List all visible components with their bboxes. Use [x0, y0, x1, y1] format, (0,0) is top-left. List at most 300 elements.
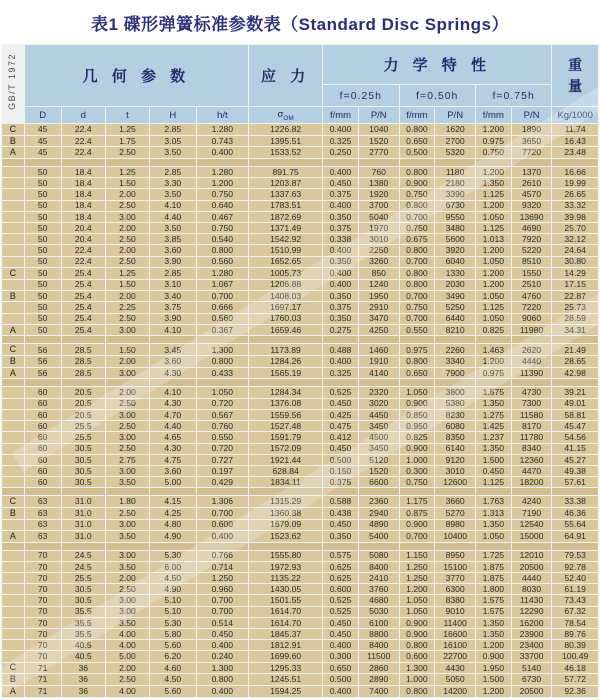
data-cell: 49.38	[552, 465, 599, 476]
data-cell: 2.00	[105, 662, 149, 674]
data-cell: 1370	[511, 167, 552, 178]
grade-cell	[2, 245, 25, 256]
data-cell: 0.367	[196, 324, 249, 336]
data-cell: 1659.46	[249, 324, 323, 336]
table-row	[2, 189, 599, 200]
data-cell: 1.175	[399, 496, 435, 508]
data-cell: 0.875	[399, 507, 435, 519]
data-cell: 0.325	[323, 135, 359, 147]
data-cell: 24.5	[61, 550, 105, 561]
data-cell: 45	[24, 135, 61, 147]
data-cell: 0.800	[399, 640, 435, 651]
data-cell: 7400	[358, 685, 399, 697]
data-cell: 1.575	[475, 606, 511, 617]
data-cell: 0.800	[399, 279, 435, 290]
data-cell: 3.50	[105, 561, 149, 572]
data-cell: 1.350	[475, 519, 511, 530]
grade-cell	[2, 454, 25, 465]
data-cell: 22.4	[61, 147, 105, 159]
data-cell: 4450	[358, 409, 399, 420]
data-cell: 5.60	[150, 685, 197, 697]
data-cell: 31.0	[61, 530, 105, 542]
data-cell: 7190	[511, 507, 552, 519]
data-cell: 1550	[511, 267, 552, 279]
spacer-cell	[2, 336, 25, 344]
grade-cell	[2, 640, 25, 651]
data-cell: 40.5	[61, 651, 105, 662]
data-cell: 5.10	[150, 595, 197, 606]
data-cell: 1315.29	[249, 496, 323, 508]
data-cell: 18.4	[61, 200, 105, 211]
data-cell: 0.514	[196, 617, 249, 628]
data-cell: 56	[24, 356, 61, 368]
spacer-cell	[150, 542, 197, 550]
data-cell: 30.5	[61, 595, 105, 606]
data-cell: 0.700	[196, 290, 249, 302]
spacer-cell	[2, 542, 25, 550]
grade-cell: B	[2, 135, 25, 147]
data-cell: 28.5	[61, 356, 105, 368]
data-cell: 1430.05	[249, 584, 323, 595]
data-cell: 3450	[358, 443, 399, 454]
data-cell: 11580	[511, 409, 552, 420]
data-cell: 1460	[358, 344, 399, 356]
data-cell: 3020	[358, 398, 399, 409]
data-cell: 4690	[511, 223, 552, 234]
data-cell: 9010	[435, 606, 476, 617]
data-cell: 0.800	[196, 674, 249, 686]
data-cell: 1.500	[475, 674, 511, 686]
col-header-P1: P/N	[358, 107, 399, 124]
data-cell: 70	[24, 628, 61, 639]
data-cell: 8350	[435, 432, 476, 443]
data-cell: 5.00	[150, 477, 197, 488]
grade-cell	[2, 617, 25, 628]
data-cell: 2250	[358, 245, 399, 256]
data-cell: 60	[24, 454, 61, 465]
data-cell: 1555.80	[249, 550, 323, 561]
data-cell: 2410	[358, 572, 399, 583]
data-cell: 30.5	[61, 454, 105, 465]
spacer-cell	[323, 336, 359, 344]
data-cell: 3.00	[105, 367, 149, 379]
data-cell: 1.200	[399, 584, 435, 595]
data-cell: 1135.22	[249, 572, 323, 583]
table-row	[2, 640, 599, 651]
data-cell: 4730	[511, 387, 552, 398]
data-cell: 1.950	[475, 662, 511, 674]
data-cell: 3.00	[105, 324, 149, 336]
data-cell: 3.00	[105, 465, 149, 476]
data-cell: 0.375	[323, 189, 359, 200]
table-row	[2, 584, 599, 595]
data-cell: 1.050	[475, 530, 511, 542]
data-cell: 42.98	[552, 367, 599, 379]
spacer-cell	[24, 542, 61, 550]
data-cell: 1.463	[475, 344, 511, 356]
grade-cell: A	[2, 367, 25, 379]
header-deflection-025: f=0.25h	[323, 85, 399, 107]
data-cell: 0.700	[196, 507, 249, 519]
data-cell: 32.12	[552, 234, 599, 245]
data-cell: 0.650	[323, 662, 359, 674]
grade-cell: A	[2, 530, 25, 542]
data-cell: 6730	[435, 200, 476, 211]
spacer-cell	[61, 379, 105, 387]
data-cell: 63	[24, 519, 61, 530]
data-cell: 0.760	[196, 421, 249, 432]
data-cell: 14200	[435, 685, 476, 697]
data-cell: 1.250	[196, 572, 249, 583]
data-cell: 3.50	[105, 477, 149, 488]
col-header-f2: f/mm	[399, 107, 435, 124]
data-cell: 1510.99	[249, 245, 323, 256]
data-cell: 61.19	[552, 584, 599, 595]
spacer-cell	[511, 542, 552, 550]
spacer-row	[2, 542, 599, 550]
data-cell: 1834.11	[249, 477, 323, 488]
data-cell: 0.550	[399, 324, 435, 336]
table-row	[2, 454, 599, 465]
data-cell: 6.20	[150, 651, 197, 662]
spacer-cell	[552, 336, 599, 344]
data-cell: 2620	[511, 344, 552, 356]
col-header-D: D	[24, 107, 61, 124]
data-cell: 1.875	[475, 572, 511, 583]
table-row	[2, 256, 599, 267]
data-cell: 1.80	[105, 496, 149, 508]
spacer-cell	[249, 488, 323, 496]
data-cell: 2890	[358, 674, 399, 686]
data-cell: 0.800	[399, 167, 435, 178]
data-cell: 1.50	[105, 344, 149, 356]
data-cell: 67.32	[552, 606, 599, 617]
data-cell: 35.5	[61, 628, 105, 639]
data-cell: 70	[24, 550, 61, 561]
data-cell: 1620	[435, 124, 476, 136]
spacer-cell	[435, 542, 476, 550]
data-cell: 3340	[435, 356, 476, 368]
data-cell: 1.50	[105, 279, 149, 290]
spacer-cell	[475, 542, 511, 550]
data-cell: 0.450	[323, 519, 359, 530]
data-cell: 0.400	[323, 356, 359, 368]
data-cell: 71	[24, 685, 61, 697]
data-cell: 2360	[358, 496, 399, 508]
spacer-cell	[399, 336, 435, 344]
data-cell: 2.75	[105, 454, 149, 465]
spacer-cell	[105, 488, 149, 496]
data-cell: 1245.51	[249, 674, 323, 686]
col-header-H: H	[150, 107, 197, 124]
data-cell: 1.25	[105, 267, 149, 279]
grade-cell	[2, 189, 25, 200]
data-cell: 9550	[435, 211, 476, 222]
spacer-cell	[358, 159, 399, 167]
data-cell: 80.39	[552, 640, 599, 651]
data-cell: 1921.44	[249, 454, 323, 465]
data-cell: 1.050	[475, 256, 511, 267]
data-cell: 8510	[511, 256, 552, 267]
data-cell: 28.5	[61, 344, 105, 356]
grade-cell	[2, 584, 25, 595]
spacer-cell	[196, 379, 249, 387]
table-row	[2, 234, 599, 245]
data-cell: 1.200	[475, 267, 511, 279]
spacer-cell	[552, 542, 599, 550]
disc-spring-table	[1, 44, 599, 698]
data-cell: 1520	[358, 465, 399, 476]
table-row	[2, 124, 599, 136]
data-cell: 30.80	[552, 256, 599, 267]
data-cell: 3760	[358, 584, 399, 595]
data-cell: 1.500	[475, 454, 511, 465]
data-cell: 0.975	[399, 344, 435, 356]
data-cell: 50	[24, 302, 61, 313]
data-cell: 1.125	[475, 477, 511, 488]
data-cell: 0.850	[399, 409, 435, 420]
grade-cell	[2, 313, 25, 324]
spacer-cell	[435, 379, 476, 387]
data-cell: 1.350	[475, 178, 511, 189]
spacer-cell	[399, 159, 435, 167]
data-cell: 4250	[358, 324, 399, 336]
data-cell: 1614.70	[249, 606, 323, 617]
data-cell: 4240	[511, 496, 552, 508]
spacer-cell	[249, 336, 323, 344]
data-cell: 63	[24, 530, 61, 542]
data-cell: 2.25	[105, 302, 149, 313]
spacer-cell	[358, 379, 399, 387]
grade-cell	[2, 256, 25, 267]
data-cell: 2.00	[105, 290, 149, 302]
data-cell: 15000	[511, 530, 552, 542]
data-cell: 39.98	[552, 211, 599, 222]
data-cell: 55.64	[552, 519, 599, 530]
table-row	[2, 674, 599, 686]
data-cell: 4140	[358, 367, 399, 379]
data-cell: 5600	[435, 234, 476, 245]
data-cell: 4.00	[105, 628, 149, 639]
data-cell: 1395.51	[249, 135, 323, 147]
table-row	[2, 530, 599, 542]
data-cell: 3.00	[105, 606, 149, 617]
data-cell: 0.400	[323, 267, 359, 279]
data-cell: 36	[61, 662, 105, 674]
data-cell: 3.60	[150, 356, 197, 368]
data-cell: 1527.48	[249, 421, 323, 432]
grade-cell	[2, 595, 25, 606]
data-cell: 0.825	[475, 324, 511, 336]
table-row	[2, 561, 599, 572]
data-cell: 4.10	[150, 387, 197, 398]
data-cell: 2180	[435, 178, 476, 189]
grade-cell	[2, 398, 25, 409]
data-cell: 0.433	[196, 367, 249, 379]
data-cell: 3.00	[105, 519, 149, 530]
data-cell: 2030	[435, 279, 476, 290]
data-cell: 2.50	[105, 507, 149, 519]
data-cell: 0.400	[323, 685, 359, 697]
data-cell: 0.700	[399, 211, 435, 222]
data-cell: 1872.69	[249, 211, 323, 222]
data-cell: 22.4	[61, 245, 105, 256]
col-header-f1: f/mm	[323, 107, 359, 124]
data-cell: 1542.92	[249, 234, 323, 245]
table-row	[2, 344, 599, 356]
data-cell: 1.200	[196, 178, 249, 189]
data-cell: 5400	[358, 530, 399, 542]
grade-cell	[2, 606, 25, 617]
spacer-cell	[323, 379, 359, 387]
data-cell: 50	[24, 290, 61, 302]
data-cell: 5140	[511, 662, 552, 674]
data-cell: 8980	[435, 519, 476, 530]
data-cell: 20.5	[61, 409, 105, 420]
data-cell: 0.900	[399, 443, 435, 454]
data-cell: 8030	[511, 584, 552, 595]
data-cell: 92.36	[552, 685, 599, 697]
data-cell: 2.50	[105, 313, 149, 324]
data-cell: 1501.55	[249, 595, 323, 606]
data-cell: 1.280	[196, 267, 249, 279]
data-cell: 1.275	[475, 409, 511, 420]
table-row	[2, 211, 599, 222]
data-cell: 70	[24, 561, 61, 572]
data-cell: 19.99	[552, 178, 599, 189]
data-cell: 5030	[358, 606, 399, 617]
data-cell: 79.53	[552, 550, 599, 561]
data-cell: 18.4	[61, 189, 105, 200]
table-row	[2, 507, 599, 519]
grade-cell	[2, 465, 25, 476]
data-cell: 0.400	[196, 640, 249, 651]
data-cell: 1371.49	[249, 223, 323, 234]
data-cell: 5080	[358, 550, 399, 561]
data-cell: 1.300	[196, 662, 249, 674]
table-row	[2, 356, 599, 368]
spacer-cell	[105, 159, 149, 167]
data-cell: 1920	[358, 189, 399, 200]
data-cell: 60	[24, 443, 61, 454]
data-cell: 3.05	[150, 135, 197, 147]
data-cell: 0.600	[323, 584, 359, 595]
data-cell: 1.050	[475, 211, 511, 222]
spacer-cell	[24, 159, 61, 167]
data-cell: 63	[24, 496, 61, 508]
col-header-P2: P/N	[435, 107, 476, 124]
data-cell: 1.237	[475, 432, 511, 443]
data-cell: 0.375	[323, 302, 359, 313]
data-cell: 4.40	[150, 421, 197, 432]
data-cell: 0.625	[323, 572, 359, 583]
data-cell: 0.500	[399, 147, 435, 159]
data-cell: 2940	[358, 507, 399, 519]
data-cell: 50	[24, 211, 61, 222]
spacer-cell	[399, 542, 435, 550]
data-cell: 2.50	[105, 421, 149, 432]
data-cell: 1240	[358, 279, 399, 290]
data-cell: 1.250	[399, 572, 435, 583]
data-cell: 2.00	[105, 387, 149, 398]
data-cell: 0.450	[323, 443, 359, 454]
data-cell: 50	[24, 245, 61, 256]
spacer-cell	[196, 542, 249, 550]
data-cell: 1173.89	[249, 344, 323, 356]
data-cell: 60	[24, 465, 61, 476]
data-cell: 11390	[511, 367, 552, 379]
table-row	[2, 432, 599, 443]
data-cell: 0.900	[399, 519, 435, 530]
spacer-cell	[358, 336, 399, 344]
spacer-cell	[150, 336, 197, 344]
data-cell: 5.10	[150, 606, 197, 617]
data-cell: 0.700	[399, 256, 435, 267]
data-cell: 3.00	[105, 211, 149, 222]
data-cell: 3.50	[105, 617, 149, 628]
table-row	[2, 465, 599, 476]
data-cell: 1.800	[475, 584, 511, 595]
data-cell: 0.375	[323, 477, 359, 488]
data-cell: 1337.63	[249, 189, 323, 200]
data-cell: 0.450	[323, 628, 359, 639]
data-cell: 22700	[435, 651, 476, 662]
data-cell: 21.49	[552, 344, 599, 356]
data-cell: 26.65	[552, 189, 599, 200]
data-cell: 4.25	[150, 507, 197, 519]
data-cell: 15100	[435, 561, 476, 572]
grade-cell	[2, 279, 25, 290]
data-cell: 18.4	[61, 167, 105, 178]
data-cell: 0.400	[196, 530, 249, 542]
data-cell: 20.4	[61, 234, 105, 245]
table-row	[2, 367, 599, 379]
data-cell: 1.150	[399, 550, 435, 561]
data-cell: 0.350	[323, 290, 359, 302]
data-cell: 3450	[358, 421, 399, 432]
data-cell: 25.4	[61, 313, 105, 324]
data-cell: 0.350	[323, 256, 359, 267]
data-cell: 0.400	[323, 167, 359, 178]
data-cell: 1533.52	[249, 147, 323, 159]
data-cell: 2610	[511, 178, 552, 189]
grade-cell	[2, 432, 25, 443]
data-cell: 36	[61, 674, 105, 686]
page-title: 表1 碟形弹簧标准参数表（Standard Disc Springs）	[0, 0, 600, 44]
spacer-cell	[552, 488, 599, 496]
grade-cell: A	[2, 324, 25, 336]
data-cell: 628.84	[249, 465, 323, 476]
table-row	[2, 651, 599, 662]
data-cell: 6730	[511, 674, 552, 686]
data-cell: 3260	[358, 256, 399, 267]
spacer-cell	[150, 159, 197, 167]
col-header-P3: P/N	[511, 107, 552, 124]
data-cell: 5380	[435, 398, 476, 409]
data-cell: 891.75	[249, 167, 323, 178]
spacer-cell	[249, 159, 323, 167]
data-cell: 1.200	[475, 640, 511, 651]
data-cell: 1284.26	[249, 356, 323, 368]
col-header-f3: f/mm	[475, 107, 511, 124]
data-cell: 1783.51	[249, 200, 323, 211]
data-cell: 30.5	[61, 584, 105, 595]
data-cell: 0.750	[475, 147, 511, 159]
data-cell: 4430	[435, 662, 476, 674]
data-cell: 6.00	[150, 561, 197, 572]
data-cell: 0.700	[399, 290, 435, 302]
data-cell: 2.85	[150, 167, 197, 178]
